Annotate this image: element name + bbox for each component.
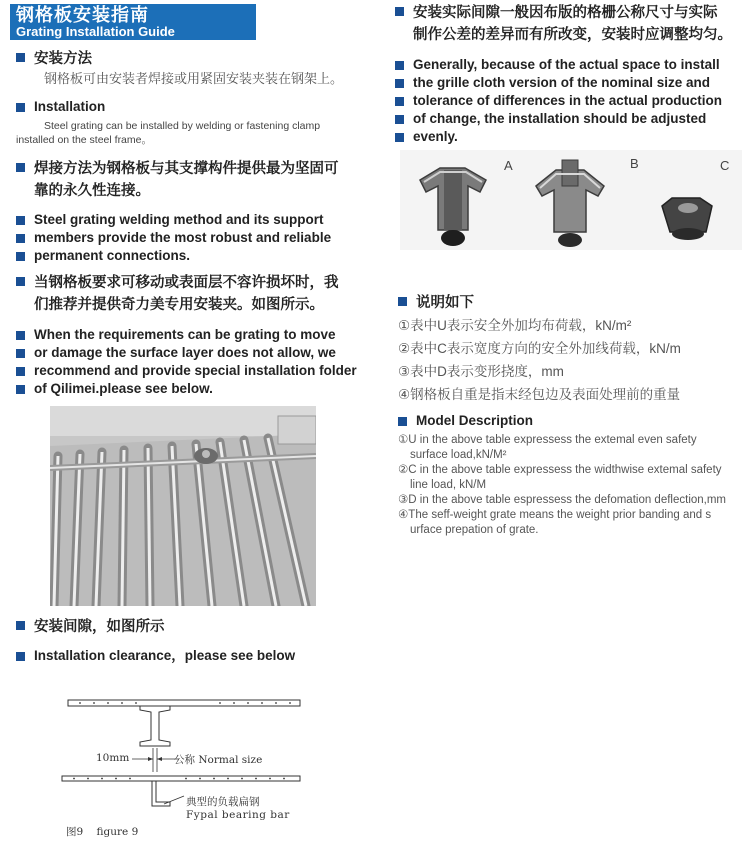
figure-9-drawing (60, 690, 310, 845)
normal-size-cn: 公称 (174, 754, 195, 766)
weld-en-line-3: permanent connections. (16, 247, 366, 265)
clamps-drawing (400, 150, 742, 250)
figure-9-diagram (60, 690, 310, 845)
desc-cn-item-3: ③表中D表示变形挠度，mm (398, 364, 564, 379)
spacing-en-line-2: the grille cloth version of the nominal size and (395, 74, 747, 92)
weld-cn-line-2: 靠的永久性连接。 (34, 183, 150, 199)
clip-cn-line-2: 们推荐并提供奇力美专用安装夹。如图所示。 (34, 297, 324, 313)
spacing-en-section (395, 56, 747, 146)
clip-en-line-4: of Qilimei.please see below. (16, 380, 366, 398)
installation-clamps-figure (400, 150, 742, 250)
spacing-cn-line-1: 安装实际间隙一般因布版的格栅公称尺寸与实际 (395, 2, 747, 24)
clearance-cn-heading: 安装间隙，如图所示 (16, 616, 366, 638)
spacing-cn-line-2: 制作公差的差异而有所改变，安装时应调整均匀。 (413, 27, 732, 43)
desc-en-item-2-cont: line load, kN/M (410, 479, 487, 491)
desc-en-item-2: ②C in the above table expressess the widthwise extemal safety (398, 464, 722, 476)
figure-caption-cn: 图9 (66, 826, 84, 838)
page-title-box (10, 4, 256, 40)
method-cn-heading: 安装方法 (16, 48, 366, 70)
weld-en-line-1: Steel grating welding method and its support (16, 211, 366, 229)
method-en-body-1: Steel grating can be installed by welding or fastening clamp (44, 120, 321, 132)
page-title-cn: 钢格板安装指南 (16, 5, 149, 25)
clip-cn-section (16, 272, 366, 316)
desc-cn-item-4: ④钢格板自重是指末经包边及表面处理前的重量 (398, 387, 681, 402)
desc-en-item-3: ③D in the above table espressess the defomation deflection,mm (398, 494, 727, 506)
clearance-en-section (16, 647, 366, 665)
weld-en-line-2: members provide the most robust and reliable (16, 229, 366, 247)
clearance-en-heading: Installation clearance，please see below (16, 647, 366, 665)
method-en-body-2: installed on the steel frame。 (16, 134, 152, 146)
figure-caption (66, 824, 138, 839)
clamp-label-b: B (630, 156, 639, 171)
bearing-bar-en: Fypal bearing bar (186, 809, 290, 821)
clamp-c-shape (662, 198, 712, 240)
desc-en-item-4-cont: urface prepation of grate. (410, 524, 539, 536)
weld-cn-section (16, 158, 366, 202)
spacing-en-line-4: of change, the installation should be adjusted (395, 110, 747, 128)
desc-en-section (398, 412, 750, 538)
page-title-en: Grating Installation Guide (16, 24, 175, 39)
method-en-section (16, 98, 366, 147)
figure-caption-en: figure 9 (96, 826, 139, 838)
spacing-en-line-5: evenly. (395, 128, 747, 146)
clearance-cn-section (16, 616, 366, 638)
clamp-b-shape (536, 160, 604, 247)
spacing-en-line-1: Generally, because of the actual space to install (395, 56, 747, 74)
grating-clamp-photo (50, 406, 316, 606)
bearing-bar-cn: 典型的负载扁钢 (186, 796, 260, 808)
clip-en-section (16, 326, 366, 398)
clip-en-line-3: recommend and provide special installation folder (16, 362, 366, 380)
desc-en-item-4: ④The seff-weight grate means the weight prior banding and s (398, 509, 712, 521)
desc-cn-section (398, 292, 748, 406)
method-cn-section (16, 48, 366, 87)
clamp-a-shape (420, 168, 486, 246)
desc-cn-heading: 说明如下 (398, 292, 748, 314)
normal-size-en: Normal size (198, 754, 263, 766)
weld-cn-line-1: 焊接方法为钢格板与其支撑构件提供最为坚固可 (16, 158, 366, 180)
clip-cn-line-1: 当钢格板要求可移动或表面层不容许损坏时，我 (16, 272, 366, 294)
desc-en-item-1-cont: surface load,kN/M² (410, 449, 507, 461)
desc-en-item-1: ①U in the above table expressess the extemal even safety (398, 434, 697, 446)
clamp-label-a: A (504, 158, 513, 173)
desc-cn-item-1: ①表中U表示安全外加均布荷载，kN/m² (398, 318, 632, 333)
gap-label: 10mm (96, 752, 130, 764)
clip-en-line-2: or damage the surface layer does not allow, we (16, 344, 366, 362)
clamp-label-c: C (720, 158, 730, 173)
desc-cn-item-2: ②表中C表示宽度方向的安全外加线荷载，kN/m (398, 341, 681, 356)
desc-en-heading: Model Description (398, 412, 750, 430)
method-cn-body: 钢格板可由安装者焊接或用紧固安装夹装在钢架上。 (44, 71, 344, 86)
spacing-en-line-3: tolerance of differences in the actual production (395, 92, 747, 110)
spacing-cn-section (395, 2, 747, 46)
grating-photo-illustration (50, 406, 316, 606)
normal-size-label (174, 752, 262, 767)
weld-en-section (16, 211, 366, 265)
clip-en-line-1: When the requirements can be grating to move (16, 326, 366, 344)
method-en-heading: Installation (16, 98, 366, 116)
